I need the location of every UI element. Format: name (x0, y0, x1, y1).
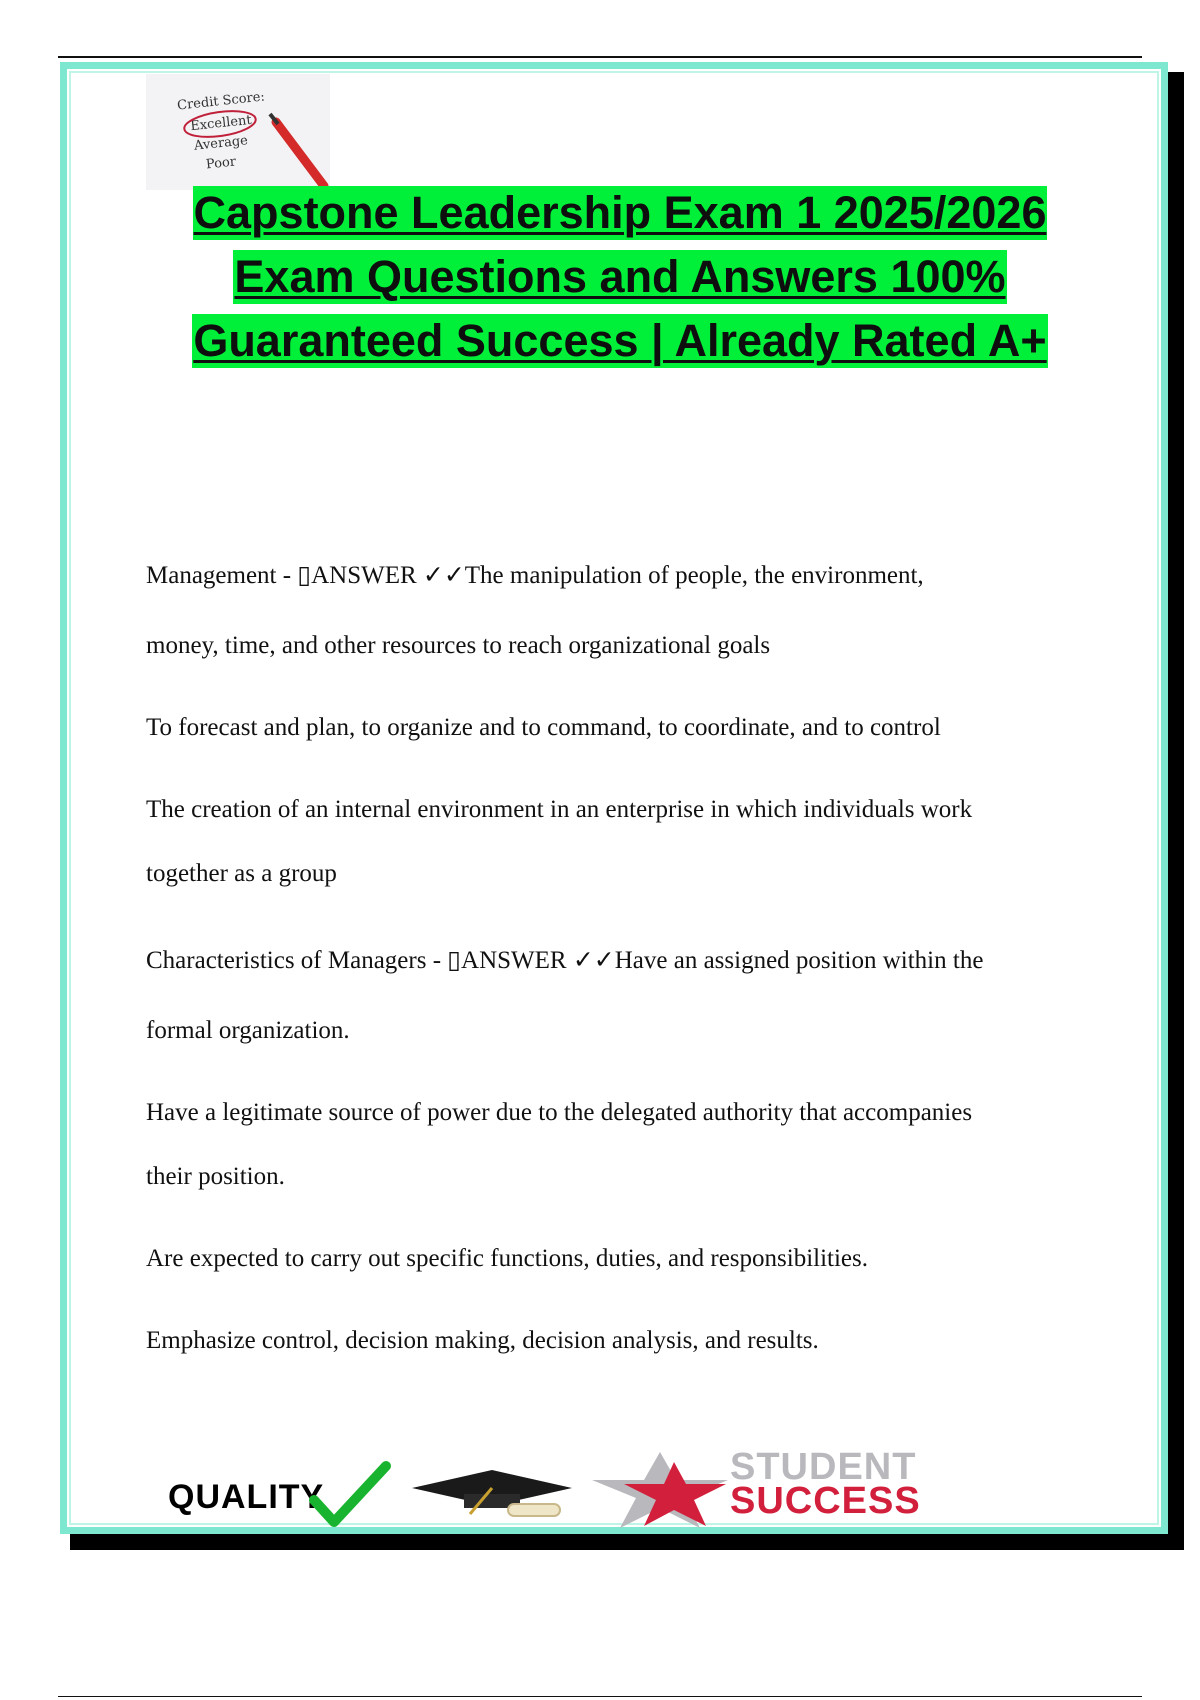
paragraph-creation-1: The creation of an internal environment in an enterprise in which individuals work (146, 796, 973, 823)
graduation-cap-icon (412, 1458, 572, 1528)
paragraph-legitimate-2: their position. (146, 1163, 285, 1190)
credit-score-image (146, 74, 330, 190)
title-line-2: Exam Questions and Answers 100% (234, 251, 1006, 302)
student-label: STUDENT (730, 1446, 917, 1488)
paragraph-expected: Are expected to carry out specific functions, duties, and responsibilities. (146, 1245, 869, 1272)
document-title (100, 186, 1140, 378)
footer-branding (166, 1446, 1066, 1530)
title-line-3: Guaranteed Success | Already Rated A+ (193, 315, 1047, 366)
paragraph-emphasize: Emphasize control, decision making, decision analysis, and results. (146, 1327, 819, 1354)
document-body (146, 560, 1096, 1357)
paragraph-management-2: money, time, and other resources to reach organizational goals (146, 632, 771, 659)
paragraph-management-1: Management - ▯ANSWER ✓✓The manipulation of people, the environment, (146, 562, 924, 589)
pencil-icon (146, 74, 330, 190)
bottom-rule (58, 1696, 1142, 1697)
paragraph-characteristics-1: Characteristics of Managers - ▯ANSWER ✓✓Have an assigned position within the (146, 947, 984, 974)
checkmark-icon (306, 1460, 396, 1530)
credit-score-caption: Credit Score: (176, 89, 266, 114)
credit-score-excellent: Excellent (189, 112, 253, 135)
quality-label: QUALITY (168, 1478, 325, 1516)
student-success-logo (730, 1446, 921, 1522)
paragraph-forecast: To forecast and plan, to organize and to command, to coordinate, and to control (146, 714, 941, 741)
paragraph-creation-2: together as a group (146, 860, 337, 887)
success-label: SUCCESS (730, 1480, 921, 1522)
paragraph-legitimate-1: Have a legitimate source of power due to the delegated authority that accompanies (146, 1099, 973, 1126)
star-logo-icon (590, 1450, 730, 1530)
credit-score-poor: Poor (205, 154, 237, 173)
title-line-1: Capstone Leadership Exam 1 2025/2026 (193, 187, 1047, 238)
paragraph-characteristics-2: formal organization. (146, 1017, 350, 1044)
top-rule (58, 56, 1142, 58)
credit-score-average: Average (193, 133, 249, 154)
